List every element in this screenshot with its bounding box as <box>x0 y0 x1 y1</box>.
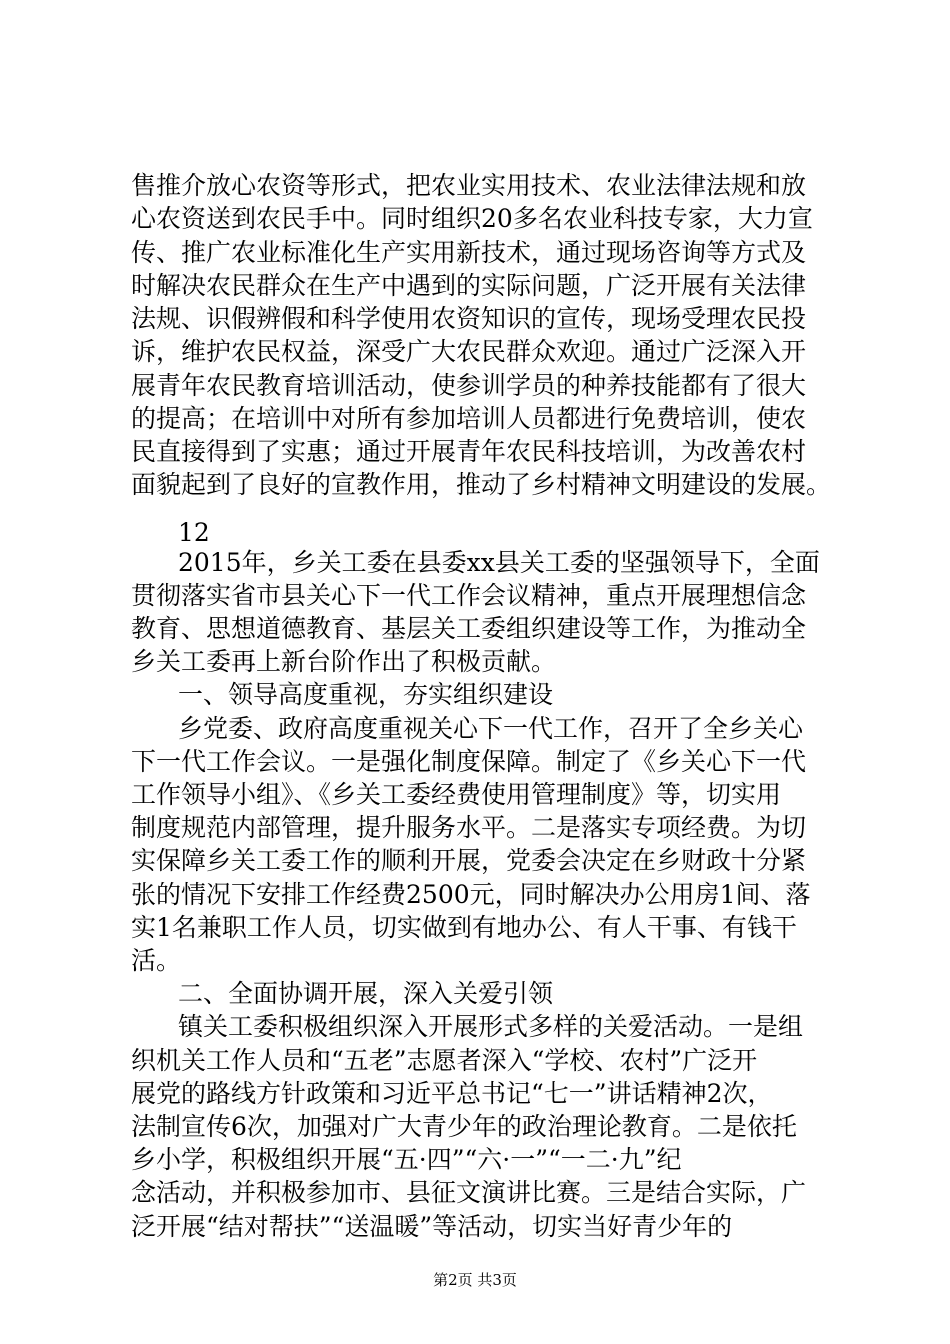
section-number: 12 <box>178 518 210 547</box>
body-text-line: 2015年，乡关工委在县委xx县关工委的坚强领导下，全面 <box>178 548 820 577</box>
body-text-line: 法制宣传6次，加强对广大青少年的政治理论教育。二是依托 <box>131 1112 797 1141</box>
body-text-line: 制度规范内部管理，提升服务水平。二是落实专项经费。为切 <box>131 813 807 842</box>
body-text-line: 乡党委、政府高度重视关心下一代工作，召开了全乡关心 <box>178 714 804 743</box>
body-text-line: 乡小学，积极组织开展“五·四”“六·一”“一二·九”纪 <box>131 1145 682 1174</box>
body-text-line: 教育、思想道德教育、基层关工委组织建设等工作，为推动全 <box>131 614 807 643</box>
body-text-line: 活。 <box>131 946 182 975</box>
body-text-line: 传、推广农业标准化生产实用新技术，通过现场咨询等方式及 <box>131 238 807 267</box>
body-text-line: 法规、识假辨假和科学使用农资知识的宣传，现场受理农民投 <box>131 304 807 333</box>
body-text-line: 下一代工作会议。一是强化制度保障。制定了《乡关心下一代 <box>131 747 807 776</box>
body-text-line: 的提高；在培训中对所有参加培训人员都进行免费培训，使农 <box>131 404 807 433</box>
body-text-line: 工作领导小组》、《乡关工委经费使用管理制度》等，切实用 <box>131 780 782 809</box>
body-text-line: 织机关工作人员和“五老”志愿者深入“学校、农村”广泛开 <box>131 1046 758 1075</box>
section-heading: 二、全面协调开展，深入关爱引领 <box>178 979 554 1008</box>
body-text-line: 念活动，并积极参加市、县征文演讲比赛。三是结合实际，广 <box>131 1178 807 1207</box>
page-footer: 第2页 共3页 <box>433 1271 517 1289</box>
body-text-line: 心农资送到农民手中。同时组织20多名农业科技专家，大力宣 <box>131 204 813 233</box>
body-text-line: 诉，维护农民权益，深受广大农民群众欢迎。通过广泛深入开 <box>131 337 807 366</box>
body-text-line: 售推介放心农资等形式，把农业实用技术、农业法律法规和放 <box>131 171 807 200</box>
body-text-line: 民直接得到了实惠；通过开展青年农民科技培训，为改善农村 <box>131 437 807 466</box>
body-text-line: 镇关工委积极组织深入开展形式多样的关爱活动。一是组 <box>178 1012 804 1041</box>
body-text-line: 贯彻落实省市县关心下一代工作会议精神，重点开展理想信念 <box>131 581 807 610</box>
body-text-line: 泛开展“结对帮扶”“送温暖”等活动，切实当好青少年的 <box>131 1212 733 1241</box>
body-text-line: 面貌起到了良好的宣教作用，推动了乡村精神文明建设的发展。 <box>131 470 832 499</box>
body-text-line: 实保障乡关工委工作的顺利开展，党委会决定在乡财政十分紧 <box>131 846 807 875</box>
body-text-line: 实1名兼职工作人员，切实做到有地办公、有人干事、有钱干 <box>131 913 797 942</box>
body-text-line: 展党的路线方针政策和习近平总书记“七一”讲话精神2次， <box>131 1079 773 1108</box>
section-heading: 一、领导高度重视，夯实组织建设 <box>178 680 554 709</box>
body-text-line: 张的情况下安排工作经费2500元，同时解决办公用房1间、落 <box>131 880 811 909</box>
body-text-line: 展青年农民教育培训活动，使参训学员的种养技能都有了很大 <box>131 371 807 400</box>
body-text-line: 时解决农民群众在生产中遇到的实际问题，广泛开展有关法律 <box>131 271 807 300</box>
body-text-line: 乡关工委再上新台阶作出了积极贡献。 <box>131 647 557 676</box>
